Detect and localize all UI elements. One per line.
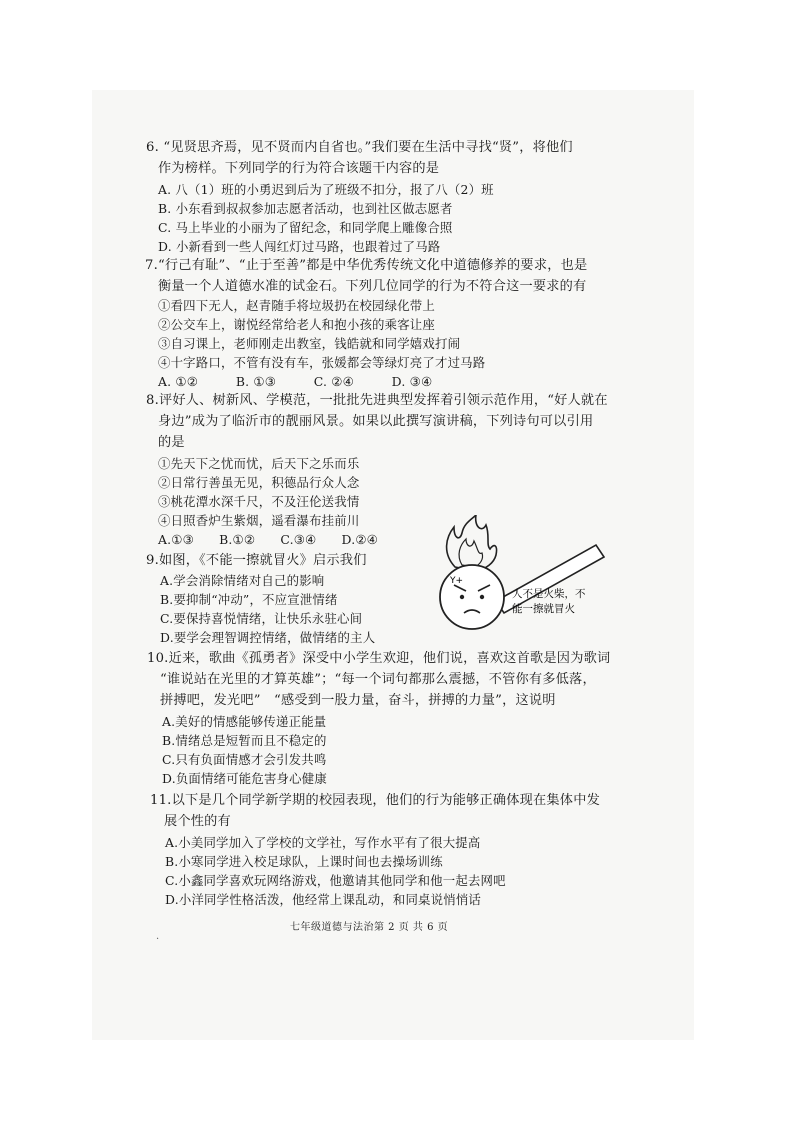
q7-options: A. ①② B. ①③ C. ②④ D. ③④ [158, 374, 433, 389]
q6-stem-line1: 6. “见贤思齐焉，见不贤而内自省也。”我们要在生活中寻找“贤”，将他们 [146, 140, 573, 155]
q7-stem-line1: 7.“行己有耻”、“止于至善”都是中华优秀传统文化中道德修养的要求，也是 [145, 258, 588, 273]
q8-options: A.①③ B.①② C.③④ D.②④ [158, 532, 378, 547]
q11-option-d: D.小洋同学性格活泼，他经常上课乱动，和同桌说悄悄话 [165, 892, 482, 907]
q6-stem-line2: 作为榜样。下列同学的行为符合该题干内容的是 [158, 161, 440, 176]
cartoon-illustration [420, 515, 605, 645]
q11-stem-line1: 11.以下是几个同学新学期的校园表现，他们的行为能够正确体现在集体中发 [150, 793, 600, 808]
page-footer: 七年级道德与法治第 2 页 共 6 页 [290, 922, 449, 933]
q10-option-c: C.只有负面情感才会引发共鸣 [162, 752, 327, 767]
q8-item-4: ④日照香炉生紫烟，遥看瀑布挂前川 [158, 513, 360, 528]
q10-option-b: B.情绪总是短暂而且不稳定的 [162, 733, 327, 748]
flame-outline [447, 515, 497, 571]
q8-item-2: ②日常行善虽无见，积德品行众人念 [158, 475, 360, 490]
q7-item-3: ③自习课上，老师刚走出教室，钱皓就和同学嬉戏打闹 [158, 336, 461, 351]
q10-option-d: D.负面情绪可能危害身心健康 [162, 771, 327, 786]
q7-item-1: ①看四下无人，赵青随手将垃圾扔在校园绿化带上 [158, 298, 435, 313]
q11-option-c: C.小鑫同学喜欢玩网络游戏，他邀请其他同学和他一起去网吧 [165, 873, 506, 888]
q8-stem-line3: 的是 [158, 435, 185, 450]
q8-stem-line2: 身边”成为了临沂市的靓丽风景。如果以此撰写演讲稿，下列诗句可以引用 [158, 414, 594, 429]
right-eye [480, 595, 484, 599]
q10-stem-line1: 10.近来，歌曲《孤勇者》深受中小学生欢迎，他们说，喜欢这首歌是因为歌词 [147, 651, 611, 666]
q8-item-3: ③桃花潭水深千尺，不及汪伦送我情 [158, 494, 360, 509]
q9-stem: 9.如图，《不能一擦就冒火》启示我们 [146, 553, 367, 568]
q11-option-a: A.小美同学加入了学校的文学社，写作水平有了很大提高 [165, 835, 481, 850]
q9-option-b: B.要抑制“冲动”，不应宣泄情绪 [160, 592, 338, 607]
face-mark: Y+ [450, 576, 464, 586]
q6-option-a: A. 八（1）班的小勇迟到后为了班级不扣分，报了八（2）班 [158, 182, 494, 197]
caption-line2: 能一擦就冒火 [512, 603, 575, 615]
flame-inner [459, 539, 482, 567]
q9-option-a: A.学会消除情绪对自己的影响 [160, 573, 325, 588]
q6-option-c: C. 马上毕业的小丽为了留纪念，和同学爬上雕像合照 [158, 220, 453, 235]
scan-speck: · [156, 934, 160, 945]
match-head [440, 565, 504, 629]
q8-item-1: ①先天下之忧而忧，后天下之乐而乐 [158, 456, 360, 471]
q9-option-c: C.要保持喜悦情绪，让快乐永驻心间 [160, 611, 363, 626]
q11-option-b: B.小寒同学进入校足球队，上课时间也去操场训练 [165, 854, 443, 869]
q11-stem-line2: 展个性的有 [164, 814, 231, 829]
q6-option-b: B. 小东看到叔叔参加志愿者活动，也到社区做志愿者 [158, 201, 453, 216]
q7-stem-line2: 衡量一个人道德水准的试金石。下列几位同学的行为不符合这一要求的有 [158, 279, 587, 294]
match-head-cartoon [420, 515, 605, 645]
left-eye [460, 595, 464, 599]
q7-item-4: ④十字路口，不管有没有车，张媛都会等绿灯亮了才过马路 [158, 355, 486, 370]
q6-option-d: D. 小新看到一些人闯红灯过马路，也跟着过了马路 [158, 239, 441, 254]
q8-stem-line1: 8.评好人、树新风、学模范，一批批先进典型发挥着引领示范作用，“好人就在 [146, 393, 608, 408]
caption-line1: 人不是火柴，不 [512, 588, 586, 600]
q10-stem-line3: 拼搏吧，发光吧” “感受到一股力量，奋斗，拼搏的力量”，这说明 [160, 693, 556, 708]
q7-item-2: ②公交车上，谢悦经常给老人和抱小孩的乘客让座 [158, 317, 435, 332]
q10-stem-line2: “谁说站在光里的才算英雄”；“每一个词句都那么震撼，不管你有多低落， [160, 672, 596, 687]
q10-option-a: A.美好的情感能够传递正能量 [162, 714, 327, 729]
q9-option-d: D.要学会理智调控情绪，做情绪的主人 [160, 630, 376, 645]
